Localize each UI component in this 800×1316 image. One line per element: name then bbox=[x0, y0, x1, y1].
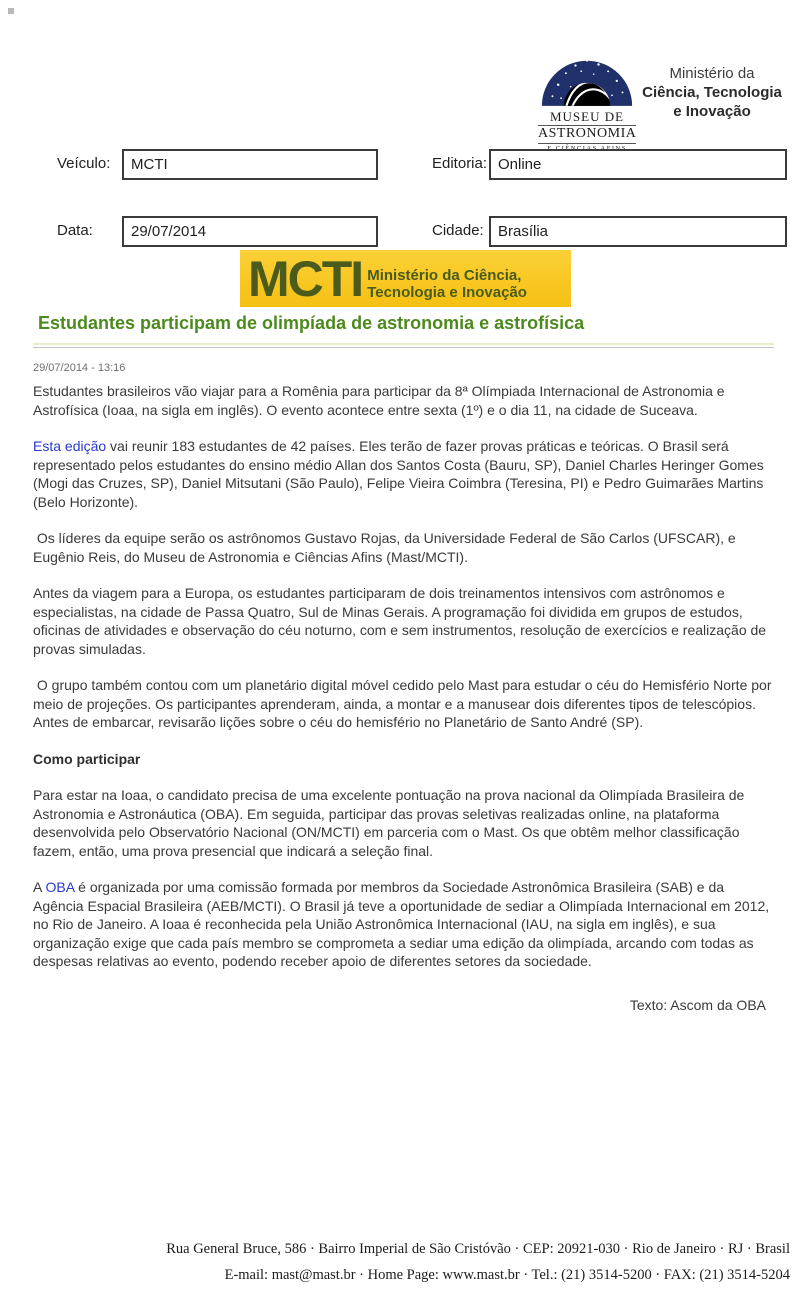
article-paragraph-7 bbox=[33, 878, 774, 971]
data-label: Data: bbox=[57, 222, 93, 239]
footer-address: Rua General Bruce, 586 · Bairro Imperial de São Cristóvão · CEP: 20921-030 · Rio de Janeiro · RJ · Brasil bbox=[166, 1241, 790, 1257]
title-divider bbox=[33, 343, 774, 348]
article-paragraph-6: Para estar na Ioaa, o candidato precisa de uma excelente pontuação na prova nacional da Olimpíada Brasileira de Astronomia e Astronáutica (OBA). Em seguida, participar das provas seletivas realizadas online, na plataforma desenvolvida pelo Observatório Nacional (ON/MCTI) em parceria com o Mast. Os que obtêm melhor classificação fazem, então, uma prova presencial que indicará a seleção final. bbox=[33, 787, 745, 859]
article-paragraph-5: O grupo também contou com um planetário digital móvel cedido pelo Mast para estudar o céu do Hemisfério Norte por meio de projeções. Os participantes aprenderam, ainda, a montar e a manusear dois diferentes tipos de telescópios. Antes de embarcar, revisarão lições sobre o céu do hemisfério no Planetário de Santo André (SP). bbox=[33, 677, 772, 730]
article-paragraph-2 bbox=[33, 437, 774, 511]
editoria-label: Editoria: bbox=[432, 155, 488, 172]
museu-astronomia-logo bbox=[538, 48, 636, 154]
article-title: Estudantes participam de olimpíada de astronomia e astrofísica bbox=[38, 313, 585, 333]
section-subheading: Como participar bbox=[33, 750, 141, 767]
article-paragraph-1: Estudantes brasileiros vão viajar para a Romênia para participar da 8ª Olímpiada Internacional de Astronomia e Astrofísica (Ioaa, na sigla em inglês). O evento acontece entre sexta (1º) e o dia 11, na cidade de Suceava. bbox=[33, 383, 725, 418]
article-paragraph-3: Os líderes da equipe serão os astrônomos Gustavo Rojas, da Universidade Federal de São Carlos (UFSCAR), e Eugênio Reis, do Museu de Astronomia e Ciências Afins (Mast/MCTI). bbox=[33, 530, 736, 565]
mast-logo-line2: ASTRONOMIA bbox=[538, 125, 636, 144]
paragraph-7-text: é organizada por uma comissão formada por membros da Sociedade Astronômica Brasileira (SAB) e da Agência Espacial Brasileira (AEB/MCTI). O Brasil já teve a oportunidade de sediar a Olimpíada Internacional em 2012, no Rio de Janeiro. A Ioaa é reconhecida pela União Astronômica Internacional (IAU, na sigla em inglês), e sua organização exige que cada país membro se comprometa a sediar uma edição da olimpíada, arcando com todas as despesas relativas ao evento, podendo receber apoio de diferentes setores da sociedade. bbox=[33, 879, 770, 969]
article-timestamp: 29/07/2014 - 13:16 bbox=[33, 362, 126, 374]
page-footer bbox=[0, 1236, 800, 1288]
ministry-line1: Ministério da bbox=[669, 65, 755, 82]
editoria-field[interactable]: Online bbox=[489, 149, 787, 180]
mcti-tagline bbox=[367, 267, 527, 301]
ministry-line3: e Inovação bbox=[673, 103, 751, 120]
mast-logo-line1: MUSEU DE bbox=[549, 109, 625, 124]
mcti-logo-banner bbox=[240, 250, 571, 307]
mcti-tagline-line2: Tecnologia e Inovação bbox=[367, 283, 527, 301]
mcti-acronym: MCTI bbox=[248, 250, 363, 307]
ministry-lockup bbox=[626, 64, 798, 121]
scan-artifact bbox=[8, 8, 14, 14]
observatory-dome-icon bbox=[538, 48, 636, 108]
veiculo-field[interactable]: MCTI bbox=[122, 149, 378, 180]
oba-link[interactable]: OBA bbox=[45, 879, 75, 895]
article bbox=[33, 313, 774, 1013]
mcti-tagline-line1: Ministério da Ciência, bbox=[367, 266, 522, 284]
article-paragraph-4: Antes da viagem para a Europa, os estudantes participaram de dois treinamentos intensivos com astrônomos e especialistas, na cidade de Passa Quatro, Sul de Minas Gerais. A programação foi dividida em grupos de estudos, oficinas de atividades e observação do céu noturno, com e sem instrumentos, resolução de exercícios e realização de provas simuladas. bbox=[33, 585, 767, 657]
data-field[interactable]: 29/07/2014 bbox=[122, 216, 378, 247]
article-byline: Texto: Ascom da OBA bbox=[629, 996, 766, 1013]
paragraph-7-prefix: A bbox=[33, 879, 46, 895]
paragraph-2-text: vai reunir 183 estudantes de 42 países. Eles terão de fazer provas práticas e teóricas. O Brasil será representado pelos estudantes do ensino médio Allan dos Santos Costa (Bauru, SP), Daniel Charles Heringer Gomes (Mogi das Cruzes, SP), Daniel Mitsutani (São Paulo), Felipe Vieira Coimbra (Teresina, PI) e Pedro Guimarães Martins (Belo Horizonte). bbox=[33, 438, 764, 510]
cidade-label: Cidade: bbox=[432, 222, 484, 239]
veiculo-label: Veículo: bbox=[57, 155, 111, 172]
esta-edicao-link[interactable]: Esta edição bbox=[33, 438, 107, 454]
ministry-line2: Ciência, Tecnologia bbox=[642, 84, 782, 101]
cidade-field[interactable]: Brasília bbox=[489, 216, 787, 247]
footer-contact: E-mail: mast@mast.br · Home Page: www.mast.br · Tel.: (21) 3514-5200 · FAX: (21) 3514-5204 bbox=[224, 1267, 790, 1283]
